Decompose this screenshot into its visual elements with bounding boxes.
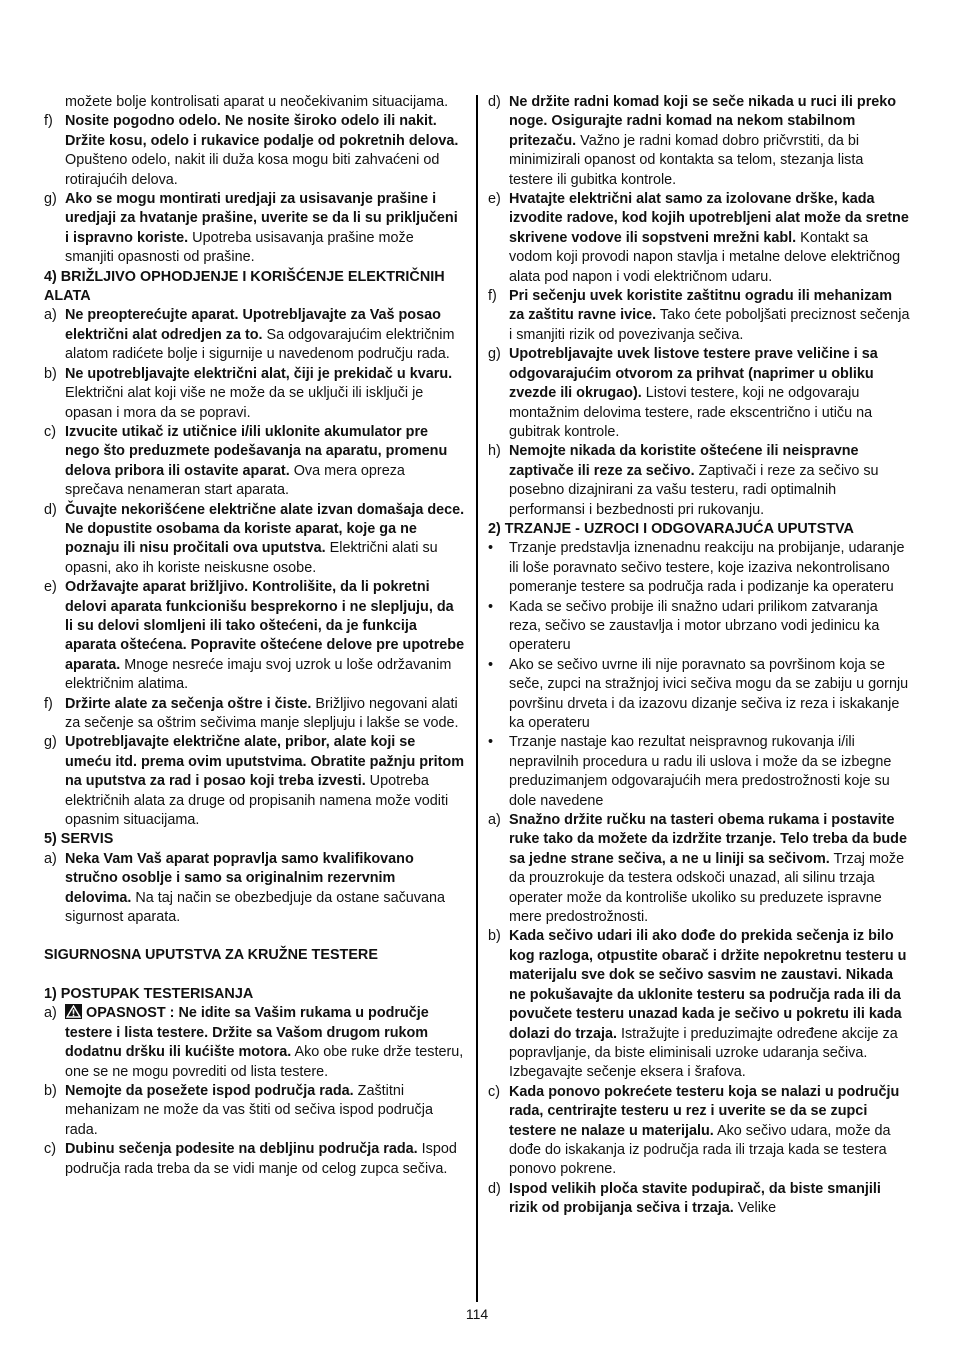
- bullet-icon: •: [488, 540, 494, 557]
- bullet-item: • Trzanje nastaje kao rezultat neispravnog rukovanja i/ili nepravilnih procedura u radu ili uslova i može da se izbegne preduzimanjem odgovarajućih mera predostrožnosti koje su dole navedene: [488, 734, 892, 809]
- left-column: [44, 93, 465, 1179]
- rule-4d: d) Čuvajte nekorišćene električne alate izvan domašaja dece. Ne dopustite osobama da koriste aparat, koje ga ne poznaju ili nisu pročitali ova uputstva. Električni alati su opasni, ako ih koriste neiskusne osobe.: [44, 501, 465, 576]
- rule-2a: a) Snažno držite ručku na tasteri obema rukama i postavite ruke tako da možete da izdržite trzanje. Telo treba da bude sa jedne strane sečiva, a ne u liniji sa sečivom. Trzaj može da prouzrokuje da testera odskoči unazad, ali silinu trzaja operater može da kontroliše ukoliko su preduzete ispravne mere predostrožnosti.: [488, 812, 907, 926]
- continued-text: možete bolje kontrolisati aparat u neočekivanim situacijama.: [65, 94, 449, 110]
- rule-4e: e) Održavajte aparat brižljivo. Kontrolišite, da li pokretni delovi aparata funkcionišu besprekorno i ne slepljuju, da li su delovi slomljeni ili tako oštećeni, da je funkcija aparata oštećena. Popravite oštećene delove pre upotrebe aparata. Mnoge nesreće imaju svoj uzrok u loše održavanim električnim alatima.: [44, 579, 465, 693]
- rule-5a: a) Neka Vam Vaš aparat popravlja samo kvalifikovano stručno osoblje i samo sa originalnim rezervnim delovima. Na taj način se obezbedjuje da ostane sačuvana sigurnost aparata.: [44, 850, 446, 926]
- section-heading-4: 4) BRIŽLJIVO OPHODJENJE I KORIŠĆENJE ELEKTRIČNIH ALATA: [44, 268, 445, 305]
- rule-1d: d) Ne držite radni komad koji se seče nikada u ruci ili preko noge. Osigurajte radni komad na nekom stabilnom pritezaču. Važno je radni komad dobro pričvrstiti, da bi minimizirali opanost od kontakta sa telom, stezanja lista testere ili gubitka kontrole.: [488, 94, 897, 188]
- right-column: [488, 93, 911, 1219]
- rule-4a: a) Ne preopterećujte aparat. Upotrebljavajte za Vaš posao električni alat odredjen za to. Sa odgovarajućim električnim alatom radićete bolje i sigurnije u navedenom području rada.: [44, 307, 455, 363]
- section-heading-5: 5) SERVIS: [44, 831, 114, 848]
- page-number: 114: [465, 1306, 489, 1322]
- rule-2d: d) Ispod velikih ploča stavite podupirač, da biste smanjili rizik od probijanja sečiva i trzaja. Velike: [488, 1180, 881, 1217]
- section-heading-1: 1) POSTUPAK TESTERISANJA: [44, 985, 254, 1002]
- bullet-item: • Ako se sečivo uvrne ili nije poravnato sa površinom koja se seče, zupci na stražnjoj ivici sečiva mogu da se zabiju u gornju površinu drveta i da izazovu dizanje sečiva iz reza i iskakanje ka operateru: [488, 656, 909, 731]
- column-divider: [476, 95, 478, 1302]
- rule-1c: c) Dubinu sečenja podesite na debljinu područja rada. Ispod područja rada treba da se vidi manje od celog zupca sečiva.: [44, 1141, 457, 1177]
- bullet-icon: •: [488, 598, 494, 615]
- bullet-item: • Trzanje predstavlja iznenadnu reakciju na probijanje, udaranje ili loše poravnato sečivo testere, koje izaziva nekontrolisano pomeranje testere sa područja rada i podizanje ka operateru: [488, 540, 905, 596]
- rule-1h: h) Nemojte nikada da koristite oštećene ili neispravne zaptivače ili reze za sečivo. Zaptivači i reze za sečivo su posebno dizajnirani za vašu testeru, radi optimalnih performansi i bezbednosti pri rukovanju.: [488, 443, 879, 518]
- rule-1f: f) Pri sečenju uvek koristite zaštitnu ogradu ili mehanizam za zaštitu ravne ivice. Tako ćete poboljšati preciznost sečenja i smanjiti rizik od povezivanja sečiva.: [488, 288, 910, 343]
- rule-2c: c) Kada ponovo pokrećete testeru koja se nalazi u području rada, centrirajte testeru u rez i uverite se da se zupci testere ne nalaze u materijalu. Ako sečivo udara, može da dođe do iskakanja iz područja rada ili trzaja kada se testera ponovo pokrene.: [488, 1083, 900, 1178]
- chapter-title: SIGURNOSNA UPUTSTVA ZA KRUŽNE TESTERE: [44, 947, 378, 964]
- rule-2b: b) Kada sečivo udari ili ako dođe do prekida sečenja iz bilo kog razloga, otpustite obarač i držite nepokretnu testeru u materijalu sve dok se sečivo sasvim ne zaustavi. Nikada ne pokušavajte da uklonite testeru sa područja rada ili da povučete testeru unazad kada je sečivo u pokretu ili kada dolazi do trzaja. Istražujte i preduzimajte određene akcije za popravljanje, da biste eliminisali uzroke udaranja sečiva. Izbegavajte sečenje eksera i šrafova.: [488, 928, 907, 1081]
- bullet-item: • Kada se sečivo probije ili snažno udari prilikom zatvaranja reza, sečivo se zaustavlja i motor ubrzano vodi jedinicu ka operateru: [488, 598, 880, 654]
- rule-4g: g) Upotrebljavajte električne alate, pribor, alate koji se umeću itd. prema ovim uputstvima. Obratite pažnju pritom na uputstva za rad i posao koji treba izvesti. Upotreba električnih alata za druge od propisanih namena može voditi opasnim situacijama.: [44, 734, 464, 829]
- rule-1b: b) Nemojte da posežete ispod područja rada. Zaštitni mehanizam ne može da vas štiti od sečiva ispod područja rada.: [44, 1082, 433, 1138]
- warning-triangle-icon: [65, 1004, 82, 1019]
- rule-1a: a) OPASNOST : Ne idite sa Vašim rukama u područje testere i lista testere. Držite sa Vašom drugom rukom dodatnu dršku ili kućište motora. Ako obe ruke drže testeru, one se ne mogu povrediti od lista testere.: [44, 1005, 464, 1080]
- bullet-icon: •: [488, 656, 494, 673]
- section-heading-2: 2) TRZANJE - UZROCI I ODGOVARAJUĆA UPUTSTVA: [488, 520, 854, 537]
- rule-1e: e) Hvatajte električni alat samo za izolovane drške, kada izvodite radove, kod kojih upotrebljeni alat može da sretne skrivene vodove ili sopstveni mrežni kabl. Kontakt sa vodom koji provodi napon stavlja i metalne delove električnog alata pod napon i vodi električnom udaru.: [488, 191, 909, 285]
- rule-1g: g) Upotrebljavajte uvek listove testere prave veličine i sa odgovarajućim otvorom za prihvat (naprimer u obliku zvezde ili okrugao). Listovi testere, koji ne odgovaraju montažnim delovima testere, rade ekscentrično i utiču na gubitrak kontrole.: [488, 346, 878, 440]
- rule-3g: g) Ako se mogu montirati uredjaji za usisavanje prašine i uredjaji za hvatanje prašine, uverite se da li su priključeni i ispravno koriste. Upotreba usisavanja prašine može smanjiti opasnosti od prašine.: [44, 191, 458, 266]
- rule-4b: b) Ne upotrebljavajte električni alat, čiji je prekidač u kvaru. Električni alat koji više ne može da se uključi ili isključi je opasan i mora da se popravi.: [44, 365, 453, 421]
- rule-4c: c) Izvucite utikač iz utičnice i/ili uklonite akumulator pre nego što preduzmete podešavanja na aparatu, promenu delova pribora ili ostavite aparat. Ova mera opreza sprečava nenameran start aparata.: [44, 423, 448, 499]
- rule-3f: f) Nosite pogodno odelo. Ne nosite široko odelo ili nakit. Držite kosu, odelo i rukavice podalje od pokretnih delova. Opušteno odelo, nakit ili duža kosa mogu biti zahvaćeni od rotirajućih delova.: [44, 113, 459, 188]
- bullet-icon: •: [488, 734, 494, 751]
- rule-4f: f) Držirte alate za sečenja oštre i čiste. Brižljivo negovani alati za sečenje sa oštrim sečivima manje slepljuju i lakše se vode.: [44, 695, 459, 731]
